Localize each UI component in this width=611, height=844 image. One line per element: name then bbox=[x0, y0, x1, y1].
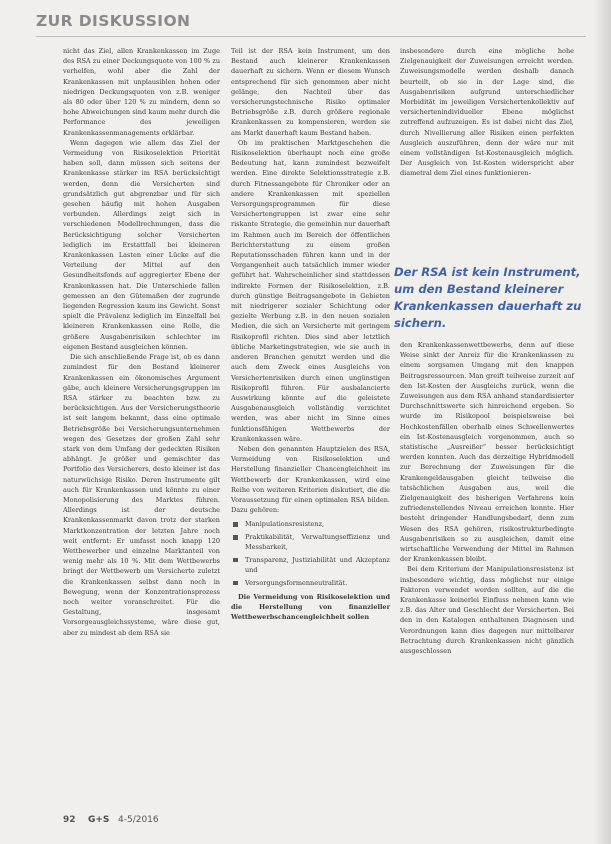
paragraph: nicht das Ziel, allen Krankenkassen im Zuge des RSA zu einer Deckungsquote von 100 % zu verhelfen, wohl aber die Zahl der Krankenkassen mit unplausiblen hohen oder niedrigen Deckungsquoten von z.B. weniger als 80 oder über 120 % zu mindern, denn so hohe Abweichungen sind kaum mehr durch die Performance des jeweiligen Krankenkassenmanagements erklärbar. bbox=[63, 47, 220, 137]
list-item: Transparenz, Justiziabilität und Akzeptanz und bbox=[231, 555, 390, 575]
list-item: Versorgungsformenneutralität. bbox=[231, 578, 390, 588]
paragraph: insbesondere durch eine mögliche hohe Zielgenauigkeit der Zuweisungen erreicht werden. Zuweisungsmodelle werden deshalb danach beurteilt, ob sie in der Lage sind, die Ausgabenrisiken aufgrund unterschiedlicher Morbidität im jeweiligen Versichertenkollektiv auf versichertenindividueller Ebene möglichst zutreffend aufzuzeigen. Es ist dabei nicht das Ziel, durch Nivellierung aller Risiken einen perfekten Ausgleich auszuführen, denn der wäre nur mit einem vollständigen Ist-Kostenausgleich möglich. Der Ausgleich von Ist-Kosten widerspricht aber diametral dem Ziel eines funktionieren- bbox=[400, 47, 574, 178]
magazine-name: G+S bbox=[88, 815, 110, 825]
column-1 bbox=[63, 46, 220, 638]
column-2 bbox=[231, 46, 390, 623]
paragraph: Teil ist der RSA kein Instrument, um den Bestand auch kleinerer Krankenkassen dauerhaft zu sichern. Wenn er diesem Wunsch entsprechend für sich genommen aber nicht gelänge, den Nachteil über das versicherungstechnische Risiko optimaler Betriebsgröße z.B. durch größere regionale Krankenkassen zu kompensieren, werden sie am Markt dauerhaft kaum Bestand haben. bbox=[231, 47, 390, 137]
paragraph: Ob im praktischen Marktgeschehen die Risikoselektion überhaupt noch eine große Bedeutung hat, kann zumindest bezweifelt werden. Eine direkte Selektionsstrategie z.B. durch Fitnessangebote für Chroniker oder an andere Krankenkassen mit speziellen Versorgungsprogrammen für diese Versichertengruppen ist zwar eine sehr riskante Strategie, die gemeinhin nur dauerhaft im Rahmen auch im Bereich der öffentlichen Berichterstattung zu einem großen Reputationsschaden führen kann und in der Vergangenheit auch tatsächlich immer wieder geführt hat. Wahrscheinlicher sind stattdessen indirekte Formen der Risikoselektion, z.B. durch günstige Beitragsangebote in Gebieten mit niedrigerer sozialer Schichtung oder gezielte Werbung z.B. in den neuen sozialen Medien, die sich an Versicherte mit geringem Risikoprofil richten. Dies sind aber letztlich übliche Marketingstrategien, wie sie auch in anderen Branchen genutzt werden und die auch dem Zweck eines Ausgleichs von Versichertenrisiken durch einen ungünstigen Risikoprofil führen. Für ausbalancierte Auswirkung könnte auf die geleistete Ausgabenausgleich vollständig verzichtet werden, was aber nicht im Sinne eines funktionsfähigen Wettbewerbs der Krankenkassen wäre. bbox=[231, 138, 390, 443]
criteria-list bbox=[231, 519, 390, 588]
page-edge-shadow bbox=[593, 0, 611, 844]
paragraph: den Krankenkassenwettbewerbs, denn auf diese Weise sinkt der Anreiz für die Krankenkassen zu einem sorgsamen Umgang mit den knappen Beitragsressourcen. Man greift teilweise zurzeit auf den Ist-Kosten der Ausgleichs zurück, wenn die Zuweisungen aus dem RSA anhand standardisierter Durchschnittswerte sich hinreichend ergeben. So wurde im Risikopool beispielsweise bei Hochkostenfällen oberhalb eines Schwellenwertes ein Ist-Kostenausgleich vorgenommen, auch so statistische „Ausreißer“ besser berücksichtigt werden konnten. Auch das derzeitige Hybridmodell zur Berechnung der Zuweisungen für die Krankengeldausgaben gleicht teilweise die tatsächlichen Ausgaben aus, weil die Zielgenauigkeit des bisherigen Verfahrens kein zufriedenstellendes Niveau erreichen konnte. Hier besteht dringender Handlungsbedarf, denn zum Wesen des RSA gehören, risikostrukturbedingte Ausgabenrisiken so zu ausgleichen, damit eine wirtschaftliche Verwendung der Mittel im Rahmen der Krankenkassen bleibt. bbox=[400, 341, 574, 564]
list-item: Praktikabilität, Verwaltungseffizienz und Messbarkeit, bbox=[231, 532, 390, 552]
column-3-top bbox=[400, 46, 574, 179]
section-title: ZUR DISKUSSION bbox=[36, 12, 191, 30]
paragraph bbox=[231, 592, 390, 623]
paragraph: Bei dem Kriterium der Manipulationsresistenz ist insbesondere wichtig, dass möglichst nur einige Faktoren verwendet werden sollten, auf die die Krankenkasse keinerlei Einfluss nehmen kann wie z.B. das Alter und Geschlecht der Versicherten. Bei den in den Katalogen enthaltenen Diagnosen und Verordnungen kann dies dagegen nur mittelbarer Betrachtung durch Krankenkassen nicht gänzlich ausgeschlossen bbox=[400, 565, 574, 656]
paragraph: Wenn dagegen wie allem das Ziel der Vermeidung von Risikoselektion Priorität haben soll, dann müssen sich seitens der Krankenkasse stärker im RSA berücksichtigt werden, denn die Versicherten sind grundsätzlich gut abgrenzbar und für sich gesehen häufig mit hohen Ausgaben verbunden. Allerdings zeigt sich in verschiedenen Modellrechnungen, dass die Berücksichtigung solcher Versicherten lediglich im Erstattfall bei kleineren Krankenkassen Lasten einer Lücke auf die Verteilung der Mittel auf den Gesundheitsfonds auf aggregierter Ebene der Krankenkassen hat. Die Unterschiede fallen gemessen an den Gütemaßen der zugrunde liegenden Regression kaum ins Gewicht. Sonst spielt die Prävalenz lediglich im Einzelfall bei kleineren Krankenkassen eine Rolle, die größere Ausgabenrisiken schlechter im eigenen Bestand ausgleichen können. bbox=[63, 138, 220, 351]
page-number: 92 bbox=[63, 815, 76, 825]
column-3-bottom bbox=[400, 340, 574, 656]
paragraph: Neben den genannten Hauptzielen des RSA, Vermeidung von Risikoselektion und Herstellung finanzieller Chancengleichheit im Wettbewerb der Krankenkassen, wird eine Reihe von weiteren Kriterien diskutiert, die die Voraussetzung für einen optimalen RSA bilden. Dazu gehören: bbox=[231, 444, 390, 515]
page-footer bbox=[63, 815, 583, 829]
list-item: Manipulationsresistenz, bbox=[231, 519, 390, 529]
issue-number: 4-5/2016 bbox=[118, 815, 159, 825]
page-header bbox=[36, 8, 586, 37]
bold-lead: Die Vermeidung von Risikoselektion und die Herstellung von finanzieller Wettbewerbschancengleichheit sollen bbox=[231, 593, 390, 622]
pull-quote: Der RSA ist kein Instrument, um den Bestand kleinerer Krankenkassen dauerhaft zu sichern. bbox=[394, 265, 582, 330]
paragraph: Die sich anschließende Frage ist, ob es dann zumindest für den Bestand kleinerer Krankenkassen ein ökonomisches Argument gäbe, auch kleinere Versicherungsgruppen im RSA stärker zu beachten bzw. zu berücksichtigen. Aus der Versicherungstheorie ist seit langem bekannt, dass eine optimale Betriebsgröße bei Versicherungsunternehmen wegen des Gesetzes der großen Zahl sehr stark von dem Umfang der gedeckten Risiken abhängt. Je größer und gemischter das Portfolio des Versicherers, desto kleiner ist das naturwüchsige Risiko. Deren Instrumente gilt auch für Krankenkassen und könnte zu einer Monopolisierung des Marktes führen. Allerdings ist der deutsche Krankenkassenmarkt davon trotz der starken Marktkonzentration der letzten Jahre noch weit entfernt: Er umfasst noch knapp 120 Wettbewerber und einzelne Marktanteil von wenig mehr als 10 %. Mit dem Wettbewerbs bringt der Wettbewerb um Versicherte zuletzt die Krankenkassen selbst dann noch in Bewegung, wenn der Konzentrationsprozess noch weiter voranschreitet. Für die Gestaltung, insgesamt Vorsorgeausgleichssysteme, wäre diese gut, aber zu mindest ab dem RSA sie bbox=[63, 353, 220, 637]
